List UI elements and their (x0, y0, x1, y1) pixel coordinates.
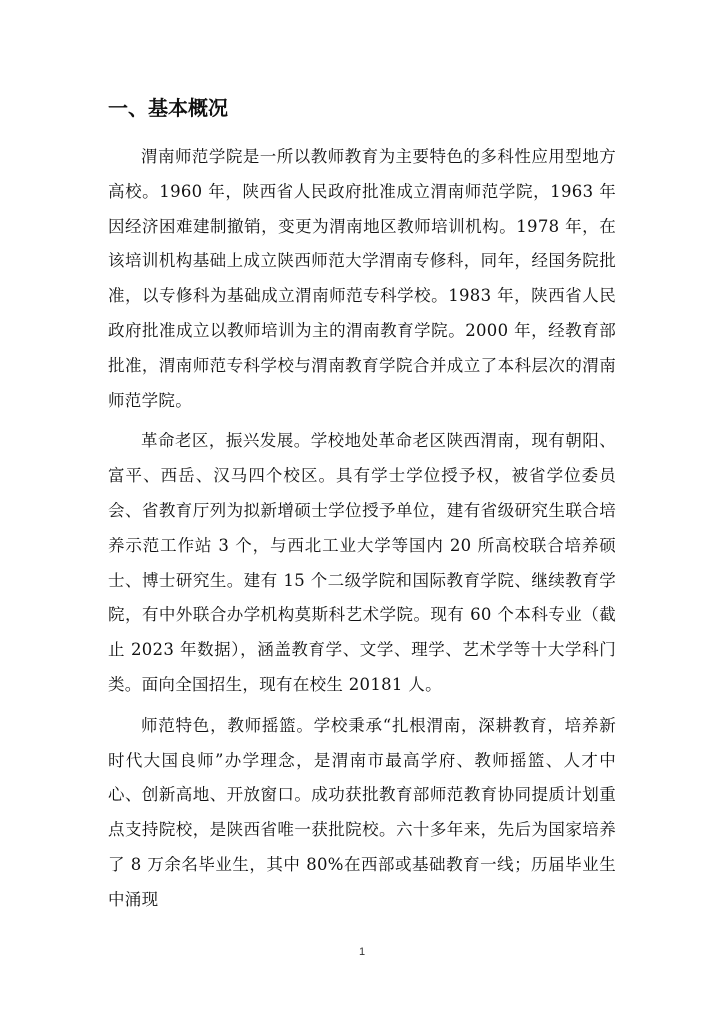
paragraph-teacher-cradle: 师范特色，教师摇篮。学校秉承“扎根渭南，深耕教育，培养新时代大国良师”办学理念，是渭南市最高学府、教师摇篮、人才中心、创新高地、开放窗口。成功获批教育部师范教育协同提质计划重点支持院校，是陕西省唯一获批院校。六十多年来，先后为国家培养了 8 万余名毕业生，其中 80%在西部或基础教育一线；历届毕业生中涌现 (108, 715, 616, 909)
paragraph-overview: 渭南师范学院是一所以教师教育为主要特色的多科性应用型地方高校。1960 年，陕西省人民政府批准成立渭南师范学院，1963 年因经济困难建制撤销，变更为渭南地区教师培训机构。1978 年，在该培训机构基础上成立陕西师范大学渭南专修科，同年，经国务院批准，以专修科为基础成立渭南师范专科学校。1983 年，陕西省人民政府批准成立以教师培训为主的渭南教育学院。2000 年，经教育部批准，渭南师范专科学校与渭南教育学院合并成立了本科层次的渭南师范学院。 (108, 147, 616, 410)
page-number: 1 (358, 946, 366, 958)
paragraph-revolutionary-area: 革命老区，振兴发展。学校地处革命老区陕西渭南，现有朝阳、富平、西岳、汉马四个校区。具有学士学位授予权，被省学位委员会、省教育厅列为拟新增硕士学位授予单位，建有省级研究生联合培养示范工作站 3 个，与西北工业大学等国内 20 所高校联合培养硕士、博士研究生。建有 15 个二级学院和国际教育学院、继续教育学院，有中外联合办学机构莫斯科艺术学院。现有 60 个本科专业（截止 2023 年数据），涵盖教育学、文学、理学、艺术学等十大学科门类。面向全国招生，现有在校生 20181 人。 (108, 431, 616, 694)
document-body (108, 140, 616, 924)
section-heading: 一、基本概况 (108, 96, 228, 120)
